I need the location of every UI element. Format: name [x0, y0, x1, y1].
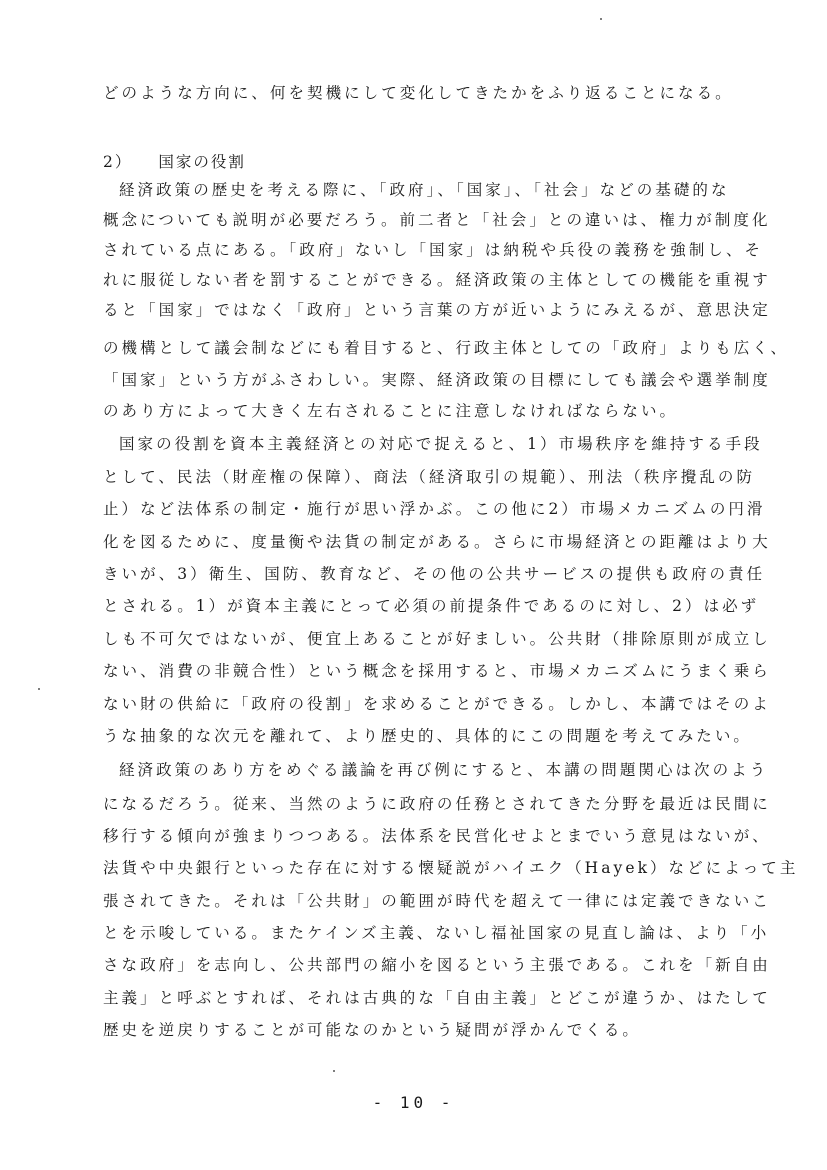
- paragraph-line: 化を図るために、度量衡や法貨の制定がある。さらに市場経済との距離はより大: [103, 533, 771, 551]
- paragraph-line: とされる。1）が資本主義にとって必須の前提条件であるのに対し、2）は必ず: [103, 597, 760, 615]
- opening-line: どのような方向に、何を契機にして変化してきたかをふり返ることになる。: [103, 84, 734, 102]
- section-heading: [103, 152, 246, 172]
- paragraph-line: 国家の役割を資本主義経済との対応で捉えると、1）市場秩序を維持する手段: [119, 435, 763, 453]
- paragraph-line: うな抽象的な次元を離れて、より歴史的、具体的にこの問題を考えてみたい。: [103, 727, 752, 745]
- paragraph-line: 歴史を逆戻りすることが可能なのかという疑問が浮かんでくる。: [103, 1021, 641, 1039]
- paragraph-line: れに服従しない者を罰することができる。経済政策の主体としての機能を重視す: [103, 271, 771, 289]
- paragraph-line: として、民法（財産権の保障）、商法（経済取引の規範）、刑法（秩序攪乱の防: [103, 468, 755, 486]
- paragraph-line: のあり方によって大きく左右されることに注意しなければならない。: [103, 402, 679, 420]
- paragraph-line: の機構として議会制などにも着目すると、行政主体としての「政府」よりも広く、: [103, 339, 790, 357]
- scan-speck: [600, 18, 602, 20]
- paragraph-line: 法貨や中央銀行といった存在に対する懐疑説がハイエク（Hayek）などによって主: [103, 859, 799, 877]
- section-number: 2）: [103, 153, 133, 171]
- paragraph-line: 概念についても説明が必要だろう。前二者と「社会」との違いは、権力が制度化: [103, 211, 771, 229]
- paragraph-line: ると「国家」ではなく「政府」という言葉の方が近いようにみえるが、意思決定: [103, 301, 771, 319]
- paragraph-line: されている点にある。「政府」ないし「国家」は納税や兵役の義務を強制し、そ: [103, 241, 764, 259]
- page-number: - 10 -: [372, 1093, 455, 1112]
- paragraph-line: さな政府」を志向し、公共部門の縮小を図るという主張である。これを「新自由: [103, 956, 771, 974]
- paragraph-line: ない、消費の非競合性）という概念を採用すると、市場メカニズムにうまく乗ら: [103, 662, 771, 680]
- paragraph-line: しも不可欠ではないが、便宜上あることが好ましい。公共財（排除原則が成立し: [103, 630, 771, 648]
- paragraph-line: になるだろう。従来、当然のように政府の任務とされてきた分野を最近は民間に: [103, 795, 771, 813]
- paragraph-line: 「国家」という方がふさわしい。実際、経済政策の目標にしても議会や選挙制度: [103, 371, 771, 389]
- paragraph-line: 経済政策の歴史を考える際に、「政府」、「国家」、「社会」などの基礎的な: [119, 181, 730, 199]
- paragraph-line: 経済政策のあり方をめぐる議論を再び例にすると、本講の問題関心は次のよう: [119, 761, 769, 779]
- paragraph-line: 張されてきた。それは「公共財」の範囲が時代を超えて一律には定義できないこ: [103, 892, 771, 910]
- paragraph-line: 主義」と呼ぶとすれば、それは古典的な「自由主義」とどこが違うか、はたして: [103, 989, 771, 1007]
- paragraph-line: ない財の供給に「政府の役割」を求めることができる。しかし、本講ではそのよ: [103, 695, 771, 713]
- paragraph-line: きいが、3）衛生、国防、教育など、その他の公共サービスの提供も政府の責任: [103, 565, 766, 583]
- scan-speck: [38, 688, 40, 690]
- paragraph-line: 移行する傾向が強まりつつある。法体系を民営化せよとまでいう意見はないが、: [103, 827, 771, 845]
- scan-speck: [333, 1070, 335, 1072]
- paragraph-line: 止）など法体系の制定・施行が思い浮かぶ。この他に2）市場メカニズムの円滑: [103, 500, 766, 518]
- paragraph-line: とを示唆している。またケインズ主義、ないし福祉国家の見直し論は、より「小: [103, 924, 770, 942]
- section-title: 国家の役割: [158, 153, 246, 171]
